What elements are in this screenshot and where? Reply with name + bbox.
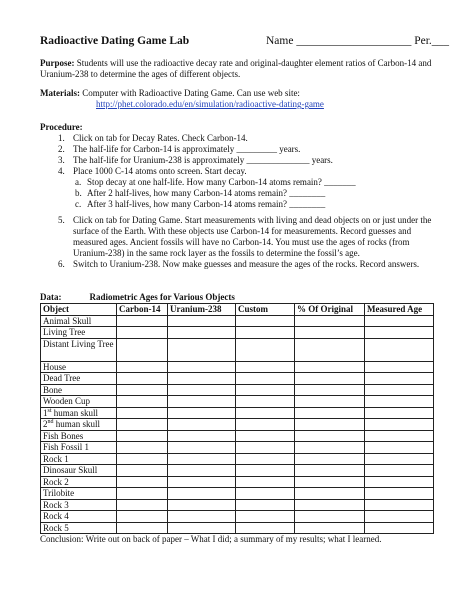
entry-cell[interactable] [236, 361, 295, 373]
entry-cell[interactable] [365, 522, 434, 534]
substep-letter: b. [75, 188, 82, 198]
step-number: 6. [58, 259, 65, 269]
entry-cell[interactable] [168, 373, 236, 385]
step-number: 3. [58, 155, 65, 165]
table-row [41, 361, 434, 373]
procedure-heading: Procedure: [40, 122, 83, 132]
entry-cell[interactable] [168, 327, 236, 339]
entry-cell[interactable] [236, 407, 295, 419]
purpose-section [40, 58, 432, 80]
table-row [41, 430, 434, 442]
entry-cell[interactable] [295, 327, 365, 339]
entry-cell[interactable] [117, 476, 168, 488]
object-cell: Fish Bones [41, 430, 117, 442]
procedure-step [40, 144, 432, 155]
entry-cell[interactable] [236, 453, 295, 465]
column-header: Carbon-14 [117, 304, 168, 316]
entry-cell[interactable] [365, 430, 434, 442]
object-cell: Distant Living Tree [41, 338, 117, 361]
entry-cell[interactable] [295, 465, 365, 477]
table-row [41, 373, 434, 385]
entry-cell[interactable] [365, 465, 434, 477]
procedure-substeps [73, 177, 432, 210]
entry-cell[interactable] [168, 384, 236, 396]
entry-cell[interactable] [365, 511, 434, 523]
entry-cell[interactable] [236, 430, 295, 442]
entry-cell[interactable] [168, 338, 236, 361]
step-text: The half-life for Uranium-238 is approximately ______________ years. [73, 155, 333, 165]
step-number: 5. [58, 215, 65, 225]
entry-cell[interactable] [295, 499, 365, 511]
object-cell: Trilobite [41, 488, 117, 500]
entry-cell[interactable] [295, 361, 365, 373]
entry-cell[interactable] [365, 488, 434, 500]
object-cell: Rock 4 [41, 511, 117, 523]
object-cell: 1st human skull [41, 407, 117, 419]
materials-text: Computer with Radioactive Dating Game. Can use web site: [79, 88, 300, 98]
entry-cell[interactable] [236, 384, 295, 396]
entry-cell[interactable] [236, 465, 295, 477]
data-label: Data: [40, 292, 62, 302]
entry-cell[interactable] [117, 488, 168, 500]
table-row [41, 396, 434, 408]
entry-cell[interactable] [117, 315, 168, 327]
materials-section [40, 88, 432, 110]
entry-cell[interactable] [236, 373, 295, 385]
object-cell: Rock 2 [41, 476, 117, 488]
entry-cell[interactable] [236, 522, 295, 534]
entry-cell[interactable] [168, 476, 236, 488]
entry-cell[interactable] [117, 522, 168, 534]
entry-cell[interactable] [365, 453, 434, 465]
substep-letter: c. [75, 199, 82, 209]
table-row [41, 384, 434, 396]
entry-cell[interactable] [365, 327, 434, 339]
materials-label: Materials: [40, 88, 80, 98]
entry-cell[interactable] [295, 407, 365, 419]
entry-cell[interactable] [365, 373, 434, 385]
table-row [41, 476, 434, 488]
page-title: Radioactive Dating Game Lab [40, 35, 190, 47]
entry-cell[interactable] [295, 511, 365, 523]
entry-cell[interactable] [236, 476, 295, 488]
procedure-steps-continued [40, 215, 432, 270]
conclusion-text: Conclusion: Write out on back of paper – What I did; a summary of my results; what I learned. [40, 534, 382, 544]
procedure-substep [73, 177, 432, 188]
table-row [41, 419, 434, 431]
simulation-link[interactable]: http://phet.colorado.edu/en/simulation/radioactive-dating-game [96, 99, 324, 109]
object-cell: Wooden Cup [41, 396, 117, 408]
entry-cell[interactable] [168, 396, 236, 408]
table-row [41, 522, 434, 534]
substep-text: Stop decay at one half-life. How many Carbon-14 atoms remain? _______ [87, 177, 356, 187]
step-text: The half-life for Carbon-14 is approximately _________ years. [73, 144, 301, 154]
step-text: Click on tab for Decay Rates. Check Carbon-14. [73, 133, 248, 143]
table-row [41, 327, 434, 339]
entry-cell[interactable] [295, 453, 365, 465]
object-cell: Rock 1 [41, 453, 117, 465]
entry-cell[interactable] [295, 315, 365, 327]
table-row [41, 442, 434, 454]
name-period-field: Name ____________________ Per.___ [266, 35, 450, 47]
entry-cell[interactable] [236, 488, 295, 500]
procedure-section [40, 122, 432, 210]
entry-cell[interactable] [117, 407, 168, 419]
object-cell: Living Tree [41, 327, 117, 339]
entry-cell[interactable] [117, 373, 168, 385]
entry-cell[interactable] [295, 396, 365, 408]
entry-cell[interactable] [295, 338, 365, 361]
substep-letter: a. [75, 177, 82, 187]
procedure-step [40, 155, 432, 166]
entry-cell[interactable] [236, 499, 295, 511]
object-cell: Animal Skull [41, 315, 117, 327]
entry-cell[interactable] [117, 327, 168, 339]
entry-cell[interactable] [365, 396, 434, 408]
procedure-step [40, 215, 432, 259]
step-text: Switch to Uranium-238. Now make guesses and measure the ages of the rocks. Record answers. [73, 259, 420, 269]
entry-cell[interactable] [168, 407, 236, 419]
entry-cell[interactable] [365, 476, 434, 488]
entry-cell[interactable] [117, 430, 168, 442]
entry-cell[interactable] [117, 511, 168, 523]
object-cell: House [41, 361, 117, 373]
column-header: % Of Original [295, 304, 365, 316]
entry-cell[interactable] [295, 522, 365, 534]
entry-cell[interactable] [236, 442, 295, 454]
purpose-text: Students will use the radioactive decay rate and original-daughter element ratios of Carbon-14 and Uranium-238 to determine the ages of different objects. [40, 58, 432, 79]
table-row [41, 315, 434, 327]
entry-cell[interactable] [295, 476, 365, 488]
table-row [41, 453, 434, 465]
entry-cell[interactable] [117, 442, 168, 454]
object-cell: Dinosaur Skull [41, 465, 117, 477]
entry-cell[interactable] [168, 361, 236, 373]
table-row [41, 465, 434, 477]
entry-cell[interactable] [295, 488, 365, 500]
entry-cell[interactable] [168, 465, 236, 477]
entry-cell[interactable] [168, 488, 236, 500]
table-row [41, 488, 434, 500]
procedure-substep [73, 188, 432, 199]
entry-cell[interactable] [236, 396, 295, 408]
entry-cell[interactable] [295, 384, 365, 396]
substep-text: After 3 half-lives, how many Carbon-14 atoms remain? ________ [87, 199, 326, 209]
table-row [41, 511, 434, 523]
step-text: Click on tab for Dating Game. Start measurements with living and dead objects on or just under the surface of the Earth. With these objects use Carbon-14 for measurements. Record guesses and measured ages. Ancient fossils will have no Carbon-14. You must use the ages of rocks (from Uranium-238) in the same rock layer as the fossils to determine the fossil’s age. [73, 215, 432, 258]
entry-cell[interactable] [168, 442, 236, 454]
object-cell: Rock 3 [41, 499, 117, 511]
column-header: Object [41, 304, 117, 316]
entry-cell[interactable] [117, 453, 168, 465]
entry-cell[interactable] [168, 453, 236, 465]
entry-cell[interactable] [236, 338, 295, 361]
entry-cell[interactable] [168, 430, 236, 442]
radiometric-ages-table [40, 303, 434, 534]
object-cell: Bone [41, 384, 117, 396]
header [40, 35, 450, 50]
object-cell: Fish Fossil 1 [41, 442, 117, 454]
entry-cell[interactable] [168, 511, 236, 523]
entry-cell[interactable] [295, 419, 365, 431]
step-text: Place 1000 C-14 atoms onto screen. Start decay. [73, 166, 247, 176]
purpose-label: Purpose: [40, 58, 75, 68]
entry-cell[interactable] [365, 419, 434, 431]
entry-cell[interactable] [236, 419, 295, 431]
table-title: Radiometric Ages for Various Objects [89, 292, 235, 302]
entry-cell[interactable] [117, 361, 168, 373]
entry-cell[interactable] [365, 384, 434, 396]
table-row [41, 338, 434, 361]
entry-cell[interactable] [168, 315, 236, 327]
procedure-steps [40, 133, 432, 210]
entry-cell[interactable] [295, 373, 365, 385]
entry-cell[interactable] [295, 430, 365, 442]
column-header: Uranium-238 [168, 304, 236, 316]
step-number: 2. [58, 144, 65, 154]
entry-cell[interactable] [365, 361, 434, 373]
entry-cell[interactable] [168, 419, 236, 431]
table-header-row [41, 304, 434, 316]
entry-cell[interactable] [236, 327, 295, 339]
entry-cell[interactable] [295, 442, 365, 454]
object-cell: 2nd human skull [41, 419, 117, 431]
column-header: Custom [236, 304, 295, 316]
entry-cell[interactable] [117, 419, 168, 431]
procedure-substep [73, 199, 432, 210]
procedure-step [40, 133, 432, 144]
step-number: 4. [58, 166, 65, 176]
step-number: 1. [58, 133, 65, 143]
entry-cell[interactable] [365, 338, 434, 361]
substep-text: After 2 half-lives, how many Carbon-14 atoms remain? ________ [87, 188, 326, 198]
table-body [41, 315, 434, 534]
entry-cell[interactable] [365, 442, 434, 454]
entry-cell[interactable] [117, 396, 168, 408]
entry-cell[interactable] [117, 384, 168, 396]
data-heading [40, 292, 235, 303]
entry-cell[interactable] [365, 407, 434, 419]
entry-cell[interactable] [236, 315, 295, 327]
procedure-step [40, 259, 432, 270]
entry-cell[interactable] [117, 338, 168, 361]
entry-cell[interactable] [117, 465, 168, 477]
entry-cell[interactable] [168, 499, 236, 511]
table-row [41, 499, 434, 511]
entry-cell[interactable] [117, 499, 168, 511]
entry-cell[interactable] [365, 315, 434, 327]
table-row [41, 407, 434, 419]
object-cell: Dead Tree [41, 373, 117, 385]
entry-cell[interactable] [168, 522, 236, 534]
entry-cell[interactable] [365, 499, 434, 511]
entry-cell[interactable] [236, 511, 295, 523]
procedure-step [40, 166, 432, 210]
column-header: Measured Age [365, 304, 434, 316]
object-cell: Rock 5 [41, 522, 117, 534]
